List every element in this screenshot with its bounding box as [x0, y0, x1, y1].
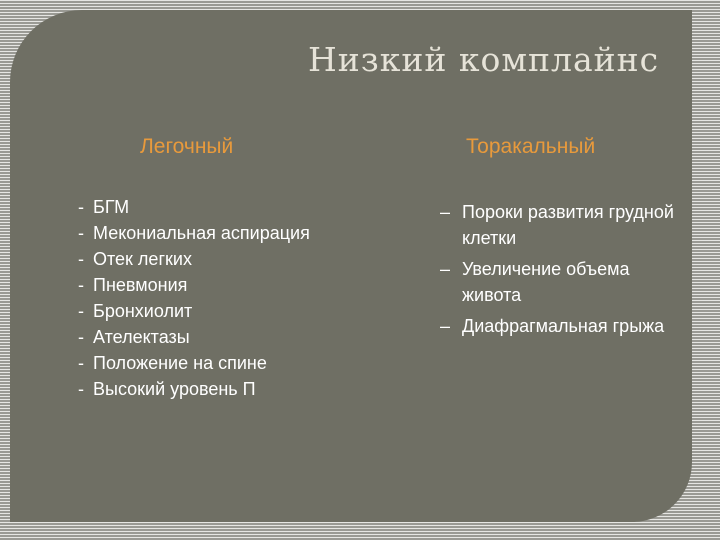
list-item-text: Отек легких — [93, 249, 192, 269]
list-item — [78, 220, 310, 246]
dash-marker: - — [78, 379, 84, 399]
list-item — [78, 298, 310, 324]
list-item-text: Пороки развития грудной клетки — [462, 202, 674, 248]
dash-marker: - — [78, 327, 84, 347]
list-item-text: Увеличение объема живота — [462, 259, 630, 305]
list-item-text: Высокий уровень П — [93, 379, 256, 399]
dash-marker: – — [440, 202, 451, 222]
list-item-text: Диафрагмальная грыжа — [462, 316, 665, 336]
dash-marker: - — [78, 275, 84, 295]
list-item — [78, 194, 310, 220]
list-item — [78, 246, 310, 272]
left-column-list — [78, 194, 310, 402]
list-item-text: Бронхиолит — [93, 301, 193, 321]
list-item-text: БГМ — [93, 197, 130, 217]
list-item — [78, 324, 310, 350]
left-column-heading: Легочный — [140, 135, 234, 158]
list-item — [440, 256, 688, 308]
list-item — [78, 272, 310, 298]
dash-marker: - — [78, 197, 84, 217]
dash-marker: - — [78, 249, 84, 269]
list-item — [440, 199, 688, 251]
right-column-heading: Торакальный — [466, 135, 596, 158]
list-item — [440, 313, 688, 339]
right-column-list — [440, 199, 688, 344]
list-item-text: Пневмония — [93, 275, 188, 295]
list-item — [78, 376, 310, 402]
dash-marker: - — [78, 223, 84, 243]
list-item-text: Ателектазы — [93, 327, 190, 347]
dash-marker: - — [78, 301, 84, 321]
slide-title: Низкий комплайнс — [308, 40, 660, 79]
dash-marker: - — [78, 353, 84, 373]
list-item-text: Положение на спине — [93, 353, 267, 373]
list-item-text: Мекониальная аспирация — [93, 223, 310, 243]
dash-marker: – — [440, 316, 451, 336]
dash-marker: – — [440, 259, 451, 279]
list-item — [78, 350, 310, 376]
